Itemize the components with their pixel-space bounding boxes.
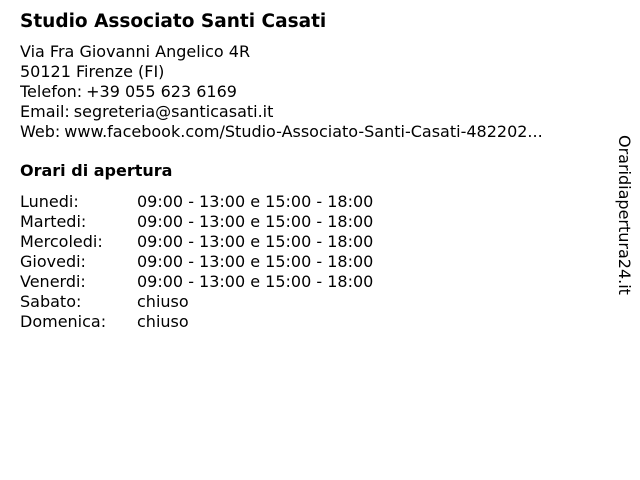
phone-number[interactable]: +39 055 623 6169 bbox=[86, 82, 237, 101]
day-hours: 09:00 - 13:00 e 15:00 - 18:00 bbox=[137, 192, 374, 211]
web-line bbox=[20, 122, 610, 142]
day-hours: 09:00 - 13:00 e 15:00 - 18:00 bbox=[137, 232, 374, 251]
hours-row-wednesday bbox=[20, 232, 610, 252]
hours-row-tuesday bbox=[20, 212, 610, 232]
day-label: Venerdi: bbox=[20, 272, 86, 291]
hours-table bbox=[20, 192, 610, 332]
hours-row-sunday bbox=[20, 312, 610, 332]
day-label: Martedi: bbox=[20, 212, 87, 231]
day-label: Lunedi: bbox=[20, 192, 79, 211]
address-line-city: 50121 Firenze (FI) bbox=[20, 62, 165, 81]
hours-row-monday bbox=[20, 192, 610, 212]
phone-label: Telefon: bbox=[20, 82, 83, 101]
email-line bbox=[20, 102, 610, 122]
web-label: Web: bbox=[20, 122, 61, 141]
day-hours: 09:00 - 13:00 e 15:00 - 18:00 bbox=[137, 252, 374, 271]
day-label: Mercoledi: bbox=[20, 232, 103, 251]
day-hours: chiuso bbox=[137, 292, 189, 311]
day-hours: 09:00 - 13:00 e 15:00 - 18:00 bbox=[137, 272, 374, 291]
email-address[interactable]: segreteria@santicasati.it bbox=[73, 102, 274, 121]
day-hours: chiuso bbox=[137, 312, 189, 331]
business-name: Studio Associato Santi Casati bbox=[20, 11, 327, 32]
hours-row-friday bbox=[20, 272, 610, 292]
phone-line bbox=[20, 82, 610, 102]
day-label: Giovedi: bbox=[20, 252, 86, 271]
web-url[interactable]: www.facebook.com/Studio-Associato-Santi-Casati-482202... bbox=[64, 122, 543, 141]
business-card bbox=[20, 10, 610, 332]
day-label: Sabato: bbox=[20, 292, 82, 311]
email-label: Email: bbox=[20, 102, 70, 121]
day-label: Domenica: bbox=[20, 312, 107, 331]
address-line-street: Via Fra Giovanni Angelico 4R bbox=[20, 42, 251, 61]
day-hours: 09:00 - 13:00 e 15:00 - 18:00 bbox=[137, 212, 374, 231]
brand-watermark: Oraridiapertura24.it bbox=[615, 135, 634, 295]
hours-row-saturday bbox=[20, 292, 610, 312]
hours-row-thursday bbox=[20, 252, 610, 272]
hours-heading: Orari di apertura bbox=[20, 161, 173, 180]
